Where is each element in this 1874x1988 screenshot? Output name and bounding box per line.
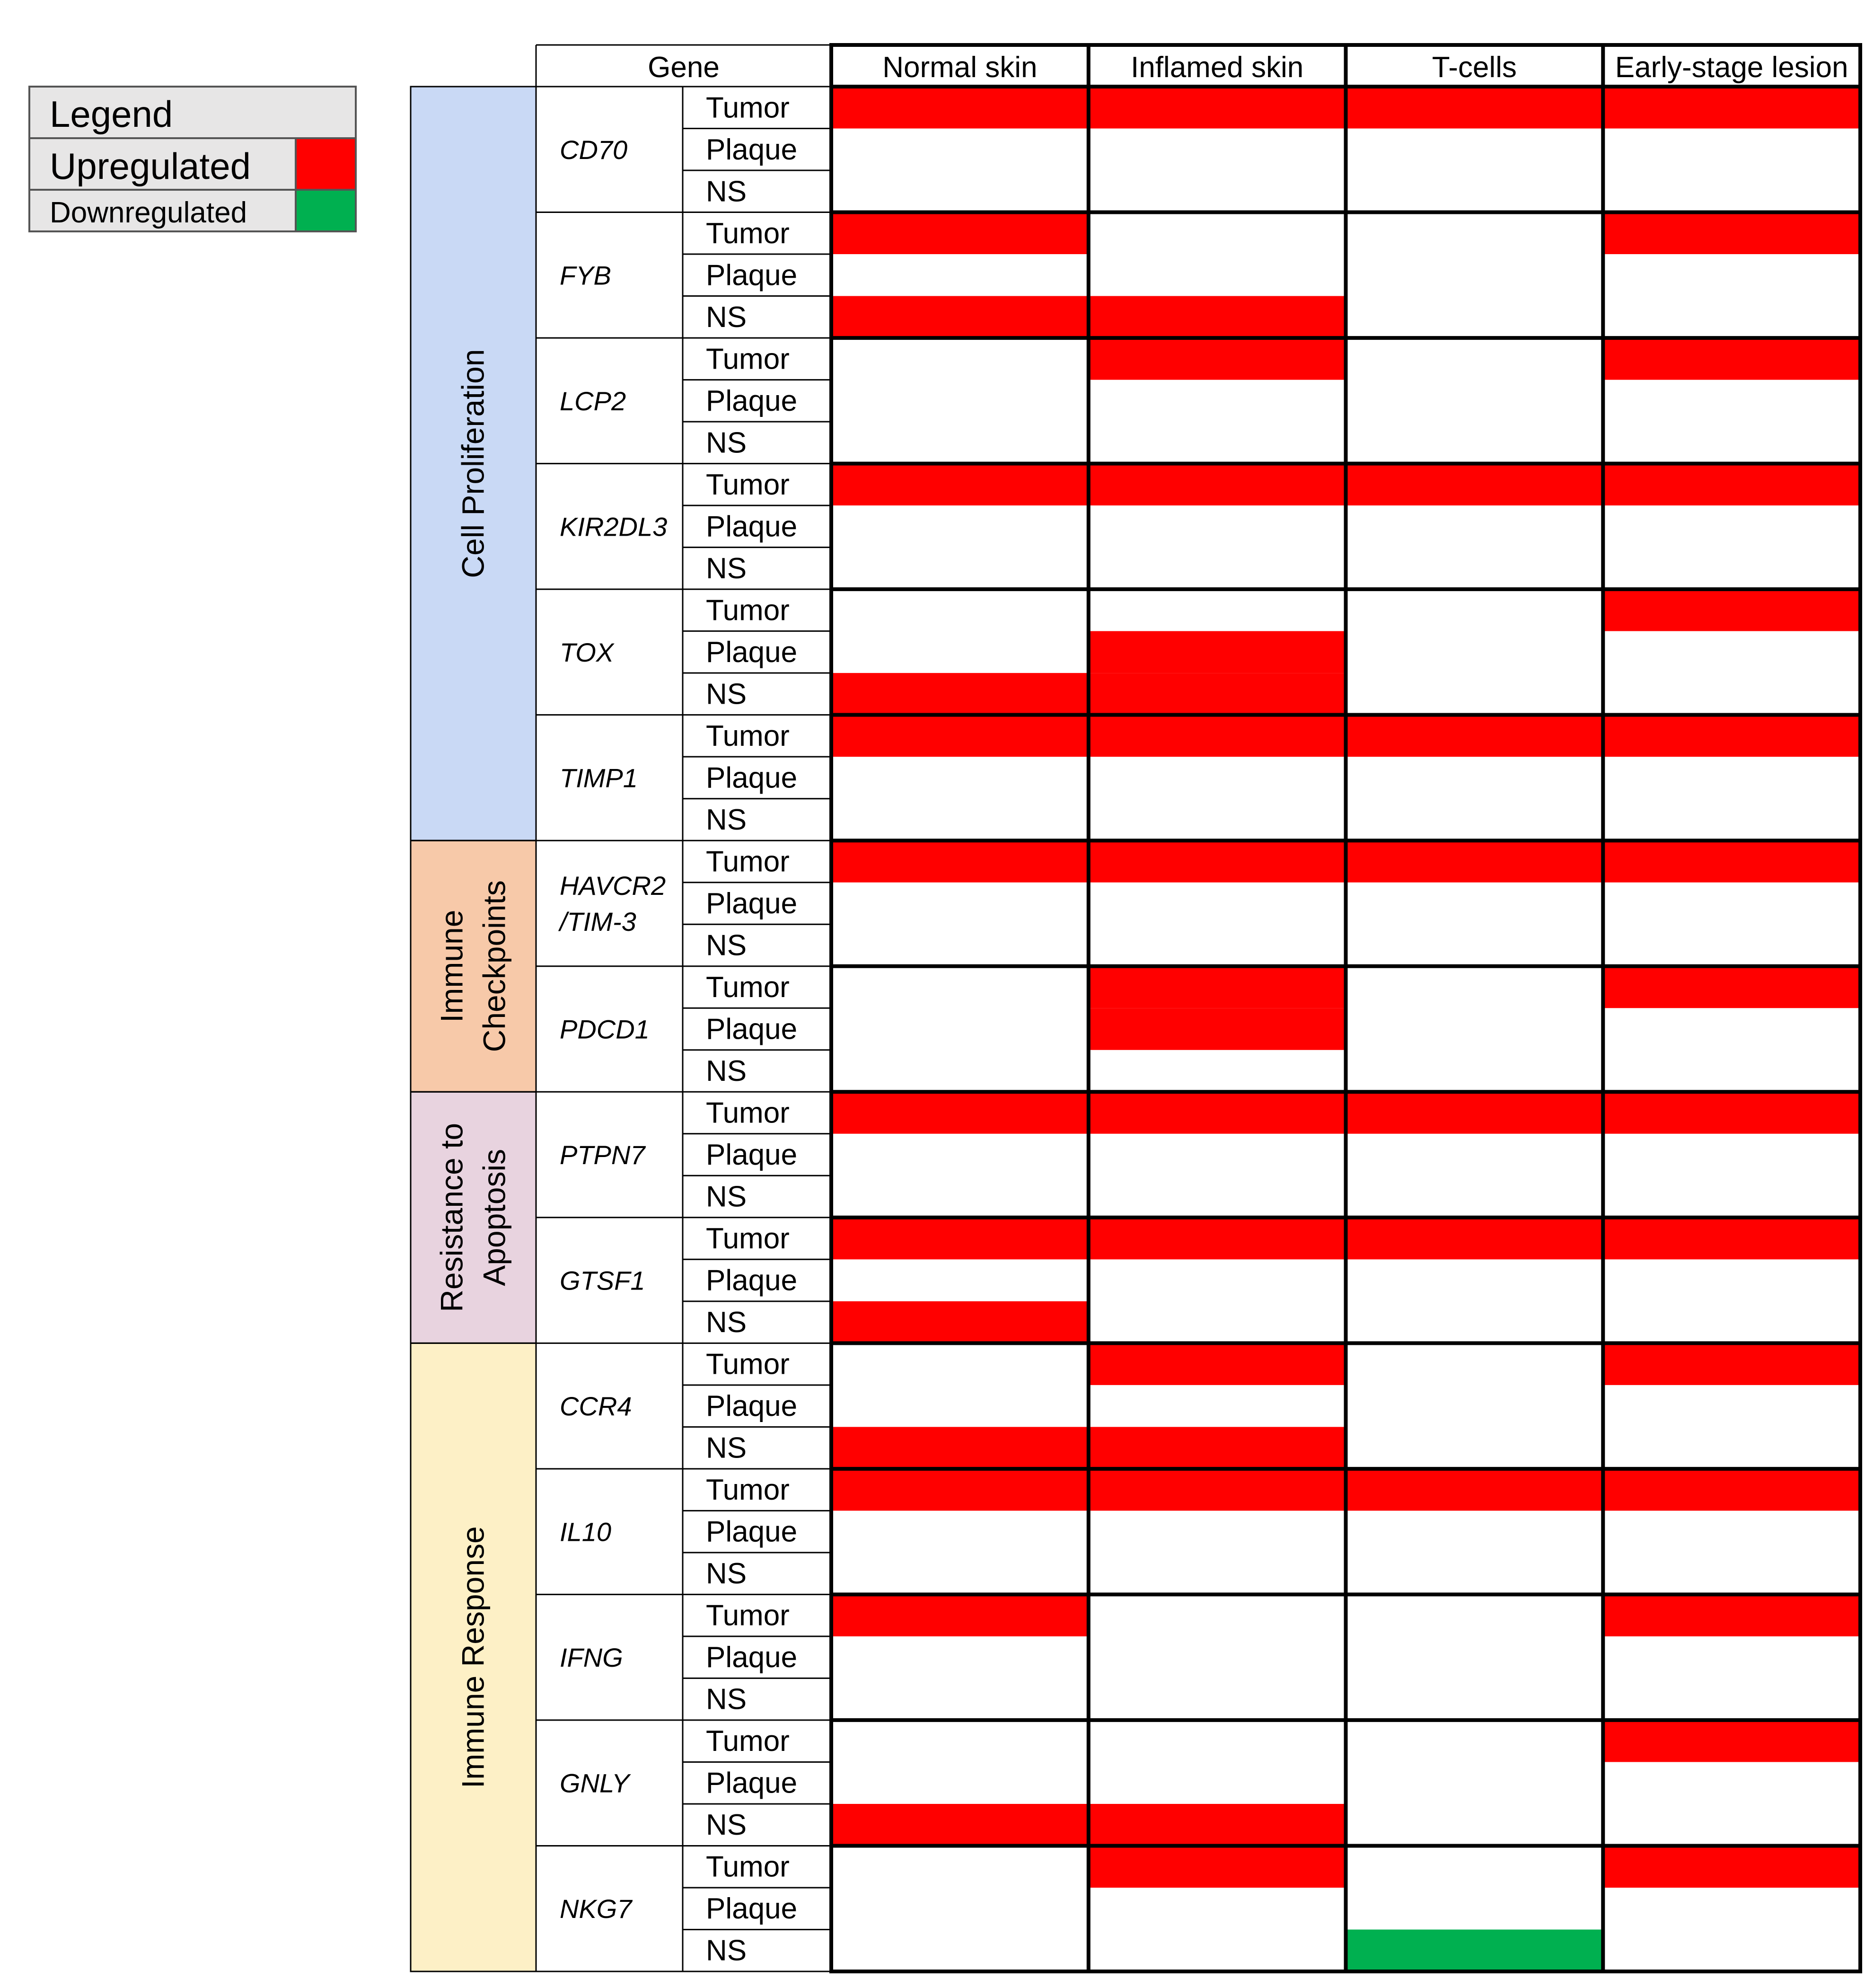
- heatmap-cell-nkg7-ns-t-cells: [1346, 1929, 1603, 1971]
- heatmap-cell-lcp2-tumor-early-stage-lesion: [1603, 338, 1860, 380]
- category-label-line: Immune Response: [455, 1526, 491, 1789]
- category-band-resistance-to-apoptosis: [411, 1092, 536, 1343]
- heatmap-cell-fyb-tumor-normal-skin: [831, 212, 1089, 255]
- heatmap-cell-gtsf1-tumor-t-cells: [1346, 1218, 1603, 1260]
- heatmap-cell-gnly-tumor-early-stage-lesion: [1603, 1720, 1860, 1762]
- heatmap-cell-havcr2-tim-3-tumor-inflamed-skin: [1089, 840, 1346, 883]
- gene-label-ptpn7: [560, 1140, 646, 1170]
- gene-label-pdcd1: [560, 1015, 650, 1044]
- condition-label-ns: NS: [706, 1557, 747, 1590]
- gene-label-kir2dl3: [560, 512, 667, 541]
- gene-label-line: FYB: [560, 260, 611, 291]
- heatmap-cell-timp1-tumor-early-stage-lesion: [1603, 715, 1860, 757]
- gene-label-line: PTPN7: [560, 1140, 645, 1170]
- heatmap-cell-fyb-ns-normal-skin: [831, 296, 1089, 338]
- heatmap-cell-timp1-tumor-t-cells: [1346, 715, 1603, 757]
- heatmap-cell-gtsf1-tumor-inflamed-skin: [1089, 1218, 1346, 1260]
- legend-label-upregulated: Upregulated: [50, 145, 251, 187]
- heatmap-cell-cd70-tumor-inflamed-skin: [1089, 87, 1346, 129]
- heatmap-cell-tox-ns-normal-skin: [831, 673, 1089, 715]
- heatmap-cell-timp1-tumor-normal-skin: [831, 715, 1089, 757]
- condition-label-tumor: Tumor: [706, 1725, 790, 1758]
- condition-label-plaque: Plaque: [706, 1641, 798, 1674]
- column-header-t-cells: T-cells: [1432, 51, 1517, 84]
- heatmap-cell-ccr4-tumor-early-stage-lesion: [1603, 1343, 1860, 1385]
- gene-label-cd70: [560, 135, 627, 165]
- gene-label-gtsf1: [560, 1266, 645, 1296]
- condition-label-ns: NS: [706, 300, 747, 334]
- condition-label-plaque: Plaque: [706, 133, 798, 166]
- gene-label-line: CD70: [560, 134, 628, 165]
- condition-label-plaque: Plaque: [706, 1892, 798, 1926]
- condition-label-plaque: Plaque: [706, 510, 798, 543]
- gene-label-line: TIMP1: [560, 763, 638, 793]
- heatmap-cell-cd70-tumor-normal-skin: [831, 87, 1089, 129]
- gene-label-timp1: [560, 763, 638, 793]
- condition-label-plaque: Plaque: [706, 1767, 798, 1800]
- condition-label-ns: NS: [706, 678, 747, 711]
- heatmap-cell-tox-tumor-early-stage-lesion: [1603, 589, 1860, 631]
- gene-label-tox: [560, 637, 615, 667]
- legend-swatch-downregulated: [296, 190, 356, 231]
- condition-label-tumor: Tumor: [706, 1096, 790, 1130]
- column-header-normal-skin: Normal skin: [882, 51, 1038, 84]
- column-header-inflamed-skin: Inflamed skin: [1130, 51, 1304, 84]
- column-header-early-stage-lesion: Early-stage lesion: [1615, 51, 1848, 84]
- condition-label-plaque: Plaque: [706, 259, 798, 292]
- heatmap-cell-fyb-ns-inflamed-skin: [1089, 296, 1346, 338]
- legend-title: Legend: [50, 93, 173, 135]
- condition-label-tumor: Tumor: [706, 91, 790, 124]
- gene-label-line: IL10: [560, 1517, 611, 1547]
- category-label-line: Immune: [434, 910, 469, 1023]
- heatmap-cell-lcp2-tumor-inflamed-skin: [1089, 338, 1346, 380]
- heatmap-cell-nkg7-tumor-early-stage-lesion: [1603, 1846, 1860, 1888]
- gene-label-line: TOX: [560, 637, 614, 667]
- condition-label-ns: NS: [706, 1431, 747, 1465]
- heatmap-cell-ccr4-ns-normal-skin: [831, 1427, 1089, 1469]
- condition-label-ns: NS: [706, 1180, 747, 1213]
- gene-label-line: LCP2: [560, 386, 626, 416]
- condition-label-tumor: Tumor: [706, 594, 790, 627]
- condition-label-tumor: Tumor: [706, 971, 790, 1004]
- gene-label-gnly: [560, 1768, 631, 1798]
- heatmap-cell-il10-tumor-early-stage-lesion: [1603, 1469, 1860, 1511]
- heatmap-cell-gtsf1-ns-normal-skin: [831, 1301, 1089, 1343]
- condition-label-plaque: Plaque: [706, 1264, 798, 1297]
- condition-label-tumor: Tumor: [706, 1599, 790, 1632]
- gene-label-ifng: [560, 1643, 623, 1672]
- condition-label-plaque: Plaque: [706, 384, 798, 417]
- condition-label-ns: NS: [706, 929, 747, 962]
- legend: [29, 87, 356, 231]
- category-label-immune-response: [456, 1526, 491, 1788]
- heatmap-cell-pdcd1-tumor-early-stage-lesion: [1603, 966, 1860, 1008]
- heatmap-cell-fyb-tumor-early-stage-lesion: [1603, 212, 1860, 255]
- gene-label-line: NKG7: [560, 1894, 632, 1924]
- condition-label-plaque: Plaque: [706, 1515, 798, 1548]
- condition-label-tumor: Tumor: [706, 1850, 790, 1883]
- category-label-line: Checkpoints: [476, 880, 512, 1052]
- category-label-line: Cell Proliferation: [455, 349, 491, 578]
- condition-label-plaque: Plaque: [706, 761, 798, 795]
- gene-label-nkg7: [560, 1894, 633, 1924]
- heatmap-cell-il10-tumor-t-cells: [1346, 1469, 1603, 1511]
- condition-label-tumor: Tumor: [706, 845, 790, 878]
- heatmap-cell-ptpn7-tumor-inflamed-skin: [1089, 1092, 1346, 1134]
- condition-label-plaque: Plaque: [706, 636, 798, 669]
- condition-label-plaque: Plaque: [706, 1013, 798, 1046]
- gene-label-ccr4: [560, 1391, 632, 1421]
- heatmap-cell-cd70-tumor-early-stage-lesion: [1603, 87, 1860, 129]
- heatmap-cell-havcr2-tim-3-tumor-early-stage-lesion: [1603, 840, 1860, 883]
- gene-label-line: GNLY: [560, 1768, 630, 1798]
- category-label-line: Apoptosis: [476, 1149, 512, 1286]
- condition-label-tumor: Tumor: [706, 1474, 790, 1507]
- legend-label-downregulated: Downregulated: [50, 196, 247, 229]
- gene-label-line: HAVCR2: [560, 870, 666, 901]
- condition-label-plaque: Plaque: [706, 1139, 798, 1172]
- heatmap-cell-kir2dl3-tumor-inflamed-skin: [1089, 464, 1346, 506]
- gene-label-havcr2-tim-3: [558, 871, 666, 937]
- heatmap-cell-tox-plaque-inflamed-skin: [1089, 631, 1346, 673]
- heatmap-cell-ccr4-tumor-inflamed-skin: [1089, 1343, 1346, 1385]
- gene-label-line: GTSF1: [560, 1265, 645, 1296]
- condition-label-plaque: Plaque: [706, 887, 798, 920]
- gene-label-lcp2: [560, 386, 626, 416]
- condition-label-ns: NS: [706, 175, 747, 208]
- condition-label-ns: NS: [706, 552, 747, 585]
- category-label-line: Resistance to: [434, 1122, 469, 1312]
- heatmap-cell-havcr2-tim-3-tumor-normal-skin: [831, 840, 1089, 883]
- category-band-immune-checkpoints: [411, 840, 536, 1092]
- gene-label-line: KIR2DL3: [560, 512, 668, 542]
- condition-label-tumor: Tumor: [706, 1348, 790, 1381]
- gene-label-line: CCR4: [560, 1391, 632, 1422]
- heatmap-cell-kir2dl3-tumor-t-cells: [1346, 464, 1603, 506]
- heatmap-cell-gtsf1-tumor-normal-skin: [831, 1218, 1089, 1260]
- gene-label-line: PDCD1: [560, 1014, 650, 1044]
- category-label-cell-proliferation: [456, 349, 491, 578]
- legend-swatch-upregulated: [296, 138, 356, 190]
- heatmap-cell-kir2dl3-tumor-early-stage-lesion: [1603, 464, 1860, 506]
- heatmap-cell-gnly-ns-normal-skin: [831, 1804, 1089, 1846]
- heatmap-cell-pdcd1-plaque-inflamed-skin: [1089, 1008, 1346, 1050]
- heatmap-cell-havcr2-tim-3-tumor-t-cells: [1346, 840, 1603, 883]
- gene-label-il10: [560, 1517, 611, 1547]
- condition-label-ns: NS: [706, 803, 747, 836]
- condition-label-ns: NS: [706, 1055, 747, 1088]
- heatmap-cell-tox-ns-inflamed-skin: [1089, 673, 1346, 715]
- gene-label-line: IFNG: [560, 1643, 623, 1673]
- condition-label-tumor: Tumor: [706, 217, 790, 250]
- condition-label-tumor: Tumor: [706, 719, 790, 752]
- heatmap-cell-nkg7-tumor-inflamed-skin: [1089, 1846, 1346, 1888]
- heatmap-cell-ifng-tumor-early-stage-lesion: [1603, 1594, 1860, 1636]
- condition-label-tumor: Tumor: [706, 468, 790, 501]
- gene-label-fyb: [560, 260, 611, 290]
- heatmap-cell-timp1-tumor-inflamed-skin: [1089, 715, 1346, 757]
- heatmap-cell-ptpn7-tumor-normal-skin: [831, 1092, 1089, 1134]
- heatmap-cell-pdcd1-tumor-inflamed-skin: [1089, 966, 1346, 1008]
- heatmap-cell-il10-tumor-inflamed-skin: [1089, 1469, 1346, 1511]
- gene-column-header: Gene: [648, 51, 720, 84]
- gene-label-line: /TIM-3: [560, 906, 636, 937]
- condition-label-ns: NS: [706, 1306, 747, 1339]
- heatmap-cell-gnly-ns-inflamed-skin: [1089, 1804, 1346, 1846]
- heatmap-cell-il10-tumor-normal-skin: [831, 1469, 1089, 1511]
- condition-label-plaque: Plaque: [706, 1390, 798, 1423]
- heatmap-cell-ptpn7-tumor-early-stage-lesion: [1603, 1092, 1860, 1134]
- condition-label-tumor: Tumor: [706, 1222, 790, 1255]
- heatmap-cell-ptpn7-tumor-t-cells: [1346, 1092, 1603, 1134]
- heatmap-cell-cd70-tumor-t-cells: [1346, 87, 1603, 129]
- condition-label-ns: NS: [706, 1809, 747, 1842]
- condition-label-ns: NS: [706, 1683, 747, 1716]
- heatmap-cell-gtsf1-tumor-early-stage-lesion: [1603, 1218, 1860, 1260]
- condition-label-ns: NS: [706, 426, 747, 459]
- heatmap-cell-kir2dl3-tumor-normal-skin: [831, 464, 1089, 506]
- heatmap-cell-ifng-tumor-normal-skin: [831, 1594, 1089, 1636]
- condition-label-ns: NS: [706, 1934, 747, 1967]
- heatmap-cell-ccr4-ns-inflamed-skin: [1089, 1427, 1346, 1469]
- condition-label-tumor: Tumor: [706, 343, 790, 376]
